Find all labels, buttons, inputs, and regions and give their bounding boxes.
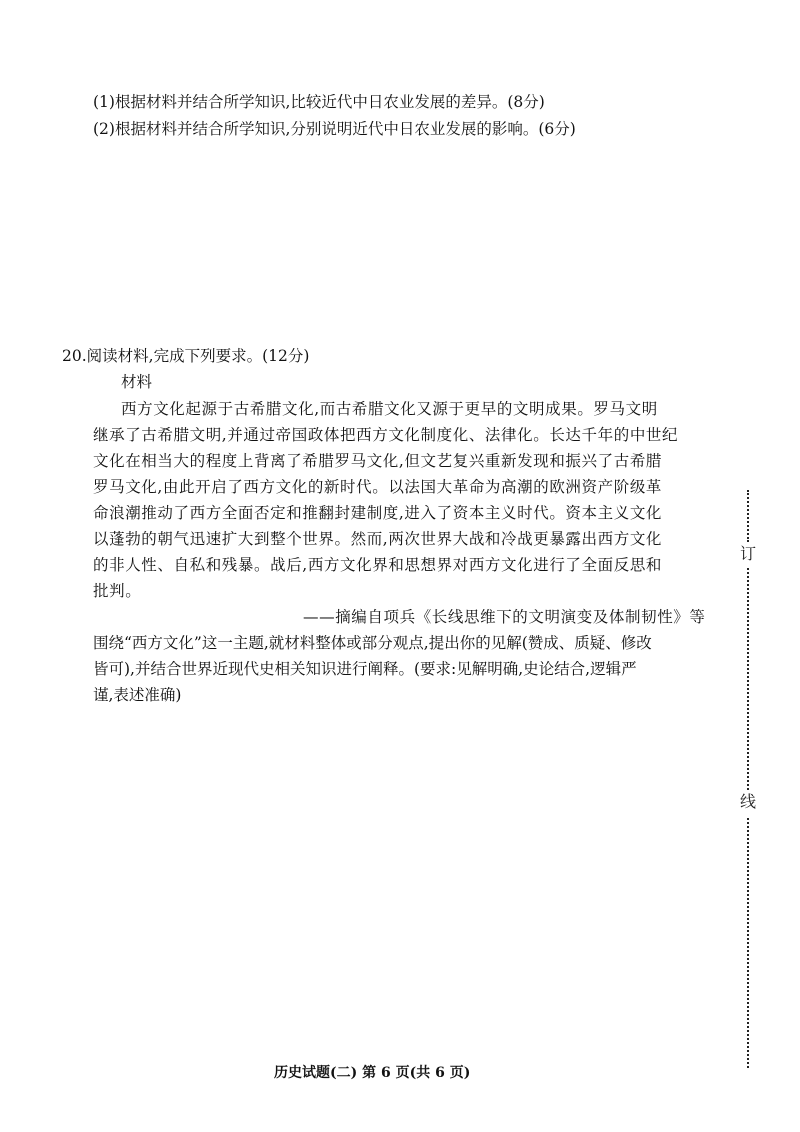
material-source: ——摘编自项兵《长线思维下的文明演变及体制韧性》等 <box>303 608 706 626</box>
material-line: 西方文化起源于古希腊文化,而古希腊文化又源于更早的文明成果。罗马文明 <box>121 400 658 418</box>
question-19-part-2: (2)根据材料并结合所学知识,分别说明近代中日农业发展的影响。(6分) <box>93 120 576 138</box>
material-label: 材料 <box>121 373 153 391</box>
material-line: 批判。 <box>93 582 142 600</box>
binding-dotted-line <box>747 490 749 542</box>
binding-dotted-line <box>747 568 749 790</box>
material-line: 的非人性、自私和残暴。战后,西方文化界和思想界对西方文化进行了全面反思和 <box>93 556 663 574</box>
material-line: 以蓬勃的朝气迅速扩大到整个世界。然而,两次世界大战和冷战更暴露出西方文化 <box>93 530 663 548</box>
task-line: 皆可),并结合世界近现代史相关知识进行阐释。(要求:见解明确,史论结合,逻辑严 <box>93 660 637 678</box>
binding-dotted-line <box>747 818 749 1068</box>
material-line: 文化在相当大的程度上背离了希腊罗马文化,但文艺复兴重新发现和振兴了古希腊 <box>93 452 663 470</box>
task-line: 谨,表述准确) <box>93 686 182 704</box>
question-20-heading: 20.阅读材料,完成下列要求。(12分) <box>62 347 310 365</box>
binding-char-xian: 线 <box>740 792 757 811</box>
page-footer: 历史试题(二) 第 6 页(共 6 页) <box>274 1065 471 1081</box>
question-19-part-1: (1)根据材料并结合所学知识,比较近代中日农业发展的差异。(8分) <box>93 93 545 111</box>
task-line: 围绕“西方文化”这一主题,就材料整体或部分观点,提出你的见解(赞成、质疑、修改 <box>93 634 652 652</box>
binding-char-ding: 订 <box>740 544 757 563</box>
material-line: 命浪潮推动了西方全面否定和推翻封建制度,进入了资本主义时代。资本主义文化 <box>93 504 663 522</box>
material-line: 继承了古希腊文明,并通过帝国政体把西方文化制度化、法律化。长达千年的中世纪 <box>93 426 679 444</box>
material-line: 罗马文化,由此开启了西方文化的新时代。以法国大革命为高潮的欧洲资产阶级革 <box>93 478 663 496</box>
